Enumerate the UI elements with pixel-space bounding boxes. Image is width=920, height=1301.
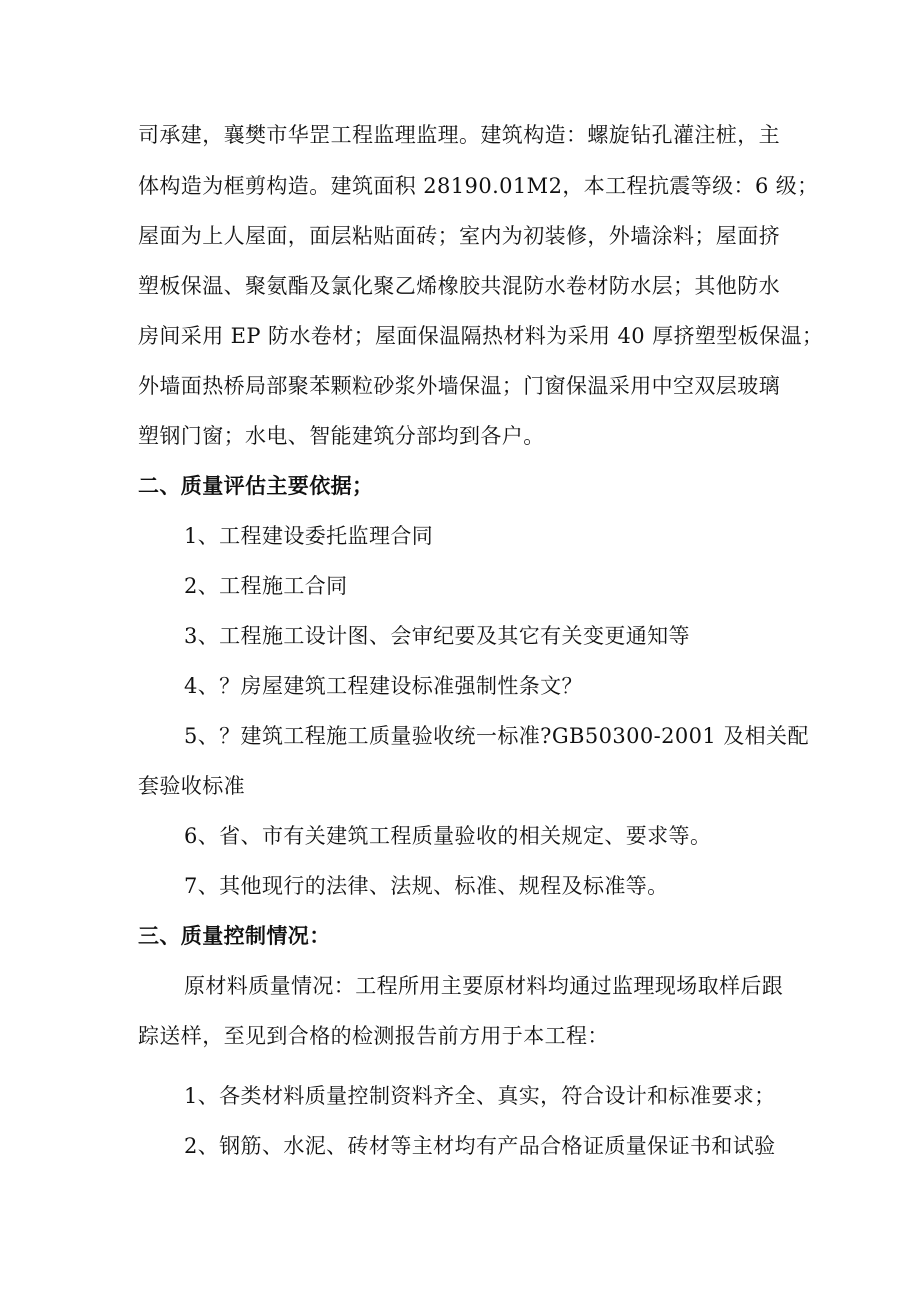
intro-line-5: 房间采用 EP 防水卷材；屋面保温隔热材料为采用 40 厚挤塑型板保温； bbox=[138, 324, 824, 348]
section3-item-1: 1、各类材料质量控制资料齐全、真实，符合设计和标准要求； bbox=[184, 1084, 776, 1108]
intro-line-1: 司承建，襄樊市华罡工程监理监理。建筑构造：螺旋钻孔灌注桩，主 bbox=[138, 123, 780, 147]
section2-heading: 二、质量评估主要依据； bbox=[138, 473, 374, 498]
section3-paragraph-line-1: 原材料质量情况：工程所用主要原材料均通过监理现场取样后跟 bbox=[184, 974, 784, 998]
intro-line-2: 体构造为框剪构造。建筑面积 28190.01M2，本工程抗震等级：6 级； bbox=[138, 174, 819, 198]
section2-item-5-cont: 套验收标准 bbox=[138, 774, 245, 798]
section3-heading: 三、质量控制情况： bbox=[138, 923, 331, 948]
section2-item-3: 3、工程施工设计图、会审纪要及其它有关变更通知等 bbox=[184, 624, 690, 648]
section2-item-6: 6、省、市有关建筑工程质量验收的相关规定、要求等。 bbox=[184, 824, 712, 848]
section2-item-5: 5、？建筑工程施工质量验收统一标准?GB50300-2001 及相关配 bbox=[184, 724, 809, 748]
section3-paragraph-line-2: 踪送样，至见到合格的检测报告前方用于本工程： bbox=[138, 1024, 609, 1048]
section2-item-4: 4、？房屋建筑工程建设标准强制性条文？ bbox=[184, 674, 583, 698]
section2-item-2: 2、工程施工合同 bbox=[184, 574, 348, 598]
section2-item-1: 1、工程建设委托监理合同 bbox=[184, 524, 434, 548]
section3-item-2: 2、钢筋、水泥、砖材等主材均有产品合格证质量保证书和试验 bbox=[184, 1134, 776, 1158]
section2-item-7: 7、其他现行的法律、法规、标准、规程及标准等。 bbox=[184, 874, 669, 898]
intro-line-3: 屋面为上人屋面，面层粘贴面砖；室内为初装修，外墙涂料；屋面挤 bbox=[138, 224, 780, 248]
intro-line-6: 外墙面热桥局部聚苯颗粒砂浆外墙保温；门窗保温采用中空双层玻璃 bbox=[138, 374, 780, 398]
intro-line-4: 塑板保温、聚氨酯及氯化聚乙烯橡胶共混防水卷材防水层；其他防水 bbox=[138, 274, 780, 298]
intro-line-7: 塑钢门窗；水电、智能建筑分部均到各户。 bbox=[138, 424, 545, 448]
